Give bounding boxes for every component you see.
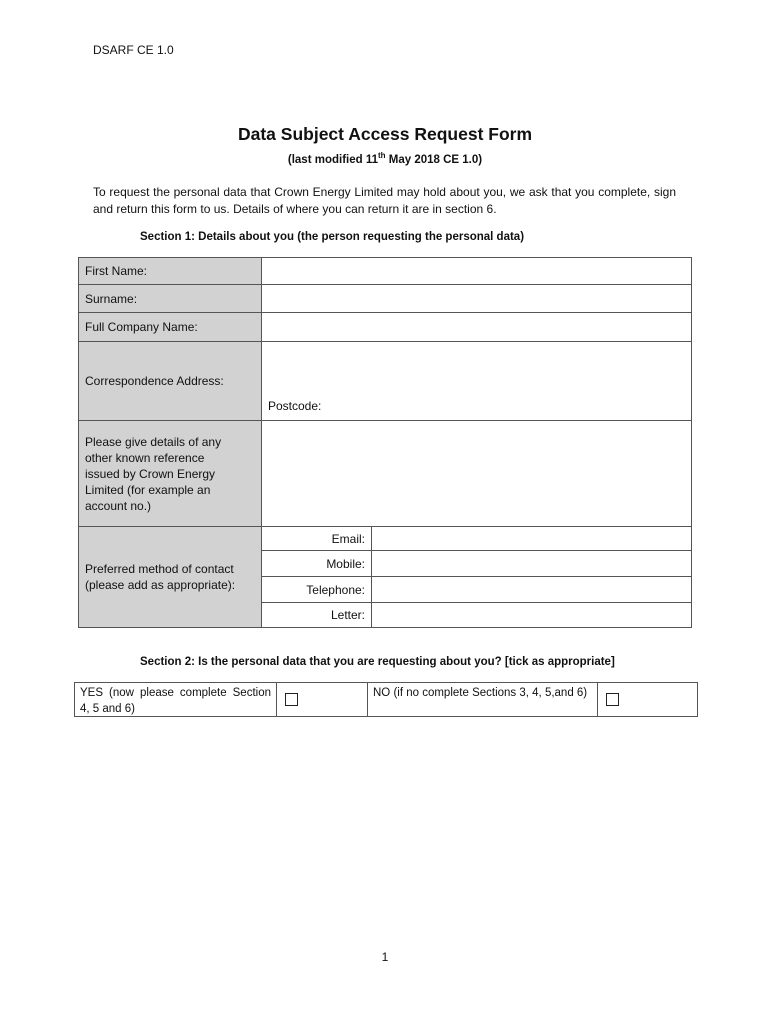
surname-label [78, 284, 262, 313]
no-option-label: NO (if no complete Sections 3, 4, 5,and 6) [367, 682, 598, 717]
reference-label: Please give details of any other known reference issued by Crown Energy Limited (for example an account no.) [78, 420, 262, 527]
address-label-text: Correspondence Address: [85, 374, 224, 388]
telephone-label [261, 576, 372, 603]
yes-checkbox-cell [276, 682, 368, 717]
section1-heading: Section 1: Details about you (the person requesting the personal data) [140, 231, 525, 243]
surname-field[interactable] [261, 284, 692, 313]
letter-label-text: Letter: [330, 608, 365, 622]
yes-option-label: YES (now please complete Section 4, 5 and 6) [74, 682, 277, 717]
no-checkbox[interactable] [606, 693, 619, 706]
subtitle-suffix: May 2018 CE 1.0) [385, 153, 483, 166]
letter-field[interactable] [371, 602, 692, 628]
no-checkbox-cell [597, 682, 698, 717]
letter-label [261, 602, 372, 628]
first-name-label [78, 257, 262, 285]
address-label [78, 341, 262, 421]
mobile-label [261, 550, 372, 577]
first-name-label-text: First Name: [85, 264, 148, 278]
company-label [78, 312, 262, 342]
form-title: Data Subject Access Request Form [237, 124, 533, 144]
telephone-field[interactable] [371, 576, 692, 603]
surname-label-text: Surname: [85, 291, 138, 306]
company-field[interactable] [261, 312, 692, 342]
telephone-label-text: Telephone: [306, 582, 365, 597]
yes-checkbox[interactable] [285, 693, 298, 706]
email-label-text: Email: [331, 531, 365, 546]
address-field[interactable] [261, 341, 692, 421]
mobile-label-text: Mobile: [326, 556, 365, 571]
reference-field[interactable] [261, 420, 692, 527]
mobile-field[interactable] [371, 550, 692, 577]
section2-heading: Section 2: Is the personal data that you are requesting about you? [tick as appropriate] [140, 656, 615, 668]
subtitle-superscript: th [378, 151, 386, 160]
company-label-text: Full Company Name: [85, 320, 198, 334]
email-field[interactable] [371, 526, 692, 551]
intro-paragraph: To request the personal data that Crown Energy Limited may hold about you, we ask that you complete, sign and return this form to us. Details of where you can return it are in section 6. [93, 185, 676, 216]
email-label [261, 526, 372, 551]
first-name-field[interactable] [261, 257, 692, 285]
form-subtitle [0, 151, 770, 166]
page-number: 1 [381, 950, 389, 964]
subtitle-prefix: (last modified 11 [287, 153, 378, 166]
document-code: DSARF CE 1.0 [93, 43, 174, 57]
contact-label: Preferred method of contact (please add as appropriate): [78, 526, 262, 628]
postcode-label: Postcode: [268, 399, 322, 413]
